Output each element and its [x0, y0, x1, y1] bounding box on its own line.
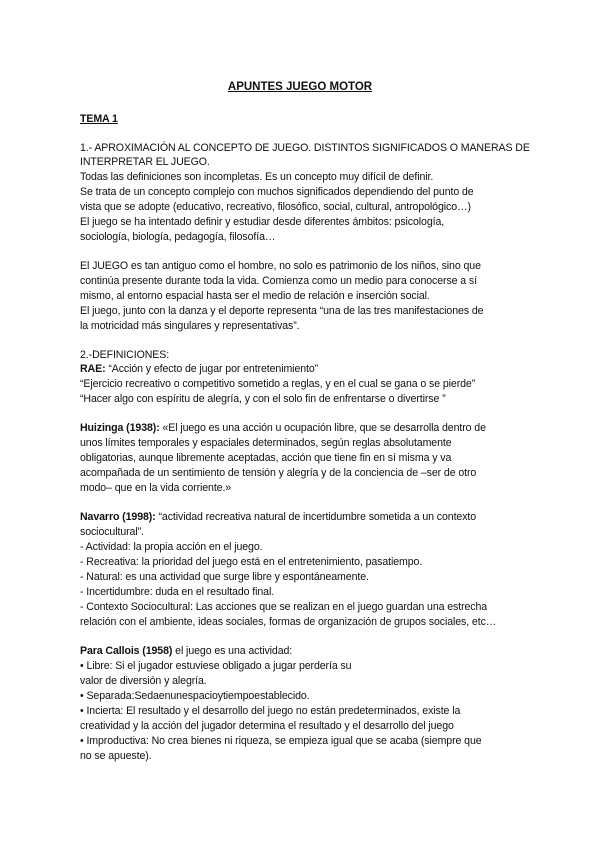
rae-text: “Acción y efecto de jugar por entretenimiento” — [105, 363, 319, 375]
paragraph-line: sociología, biología, pedagogía, filosofía… — [80, 231, 276, 243]
huizinga-definition-line: acompañada de un sentimiento de tensión y alegría y de la conciencia de –ser de otro — [80, 467, 477, 479]
definitions-heading: 2.-DEFINICIONES: — [80, 349, 170, 361]
huizinga-definition-line: obligatorias, aunque libremente aceptadas, acción que tiene fin en sí misma y va — [80, 452, 452, 464]
callois-label: Para Callois (1958) — [80, 645, 173, 657]
paragraph-line: INTERPRETAR EL JUEGO. — [80, 156, 210, 168]
callois-definition-line — [80, 644, 292, 658]
callois-list-item: no se apueste). — [80, 750, 152, 762]
huizinga-label: Huizinga (1938): — [80, 422, 160, 434]
callois-list-item: • Incierta: El resultado y el desarrollo del juego no están predeterminados, existe la — [80, 705, 461, 717]
paragraph-line: continúa presente durante toda la vida. Comienza como un medio para conocerse a sí — [80, 275, 477, 287]
rae-label: RAE: — [80, 363, 106, 375]
callois-list-item: creatividad y la acción del jugador determina el resultado y el desarrollo del juego — [80, 720, 454, 732]
rae-definition-line: “Ejercicio recreativo o competitivo sometido a reglas, y en el cual se gana o se pierde” — [80, 378, 476, 390]
paragraph-line: vista que se adopte (educativo, recreativo, filosófico, social, cultural, antropológico…) — [80, 201, 471, 213]
navarro-text: “actividad recreativa natural de incertidumbre sometida a un contexto — [155, 511, 477, 523]
navarro-list-item: - Contexto Sociocultural: Las acciones que se realizan en el juego guardan una estrecha — [80, 601, 488, 613]
paragraph-line: 1.- APROXIMACIÓN AL CONCEPTO DE JUEGO. DISTINTOS SIGNIFICADOS O MANERAS DE — [80, 142, 530, 154]
paragraph-line: El juego, junto con la danza y el deporte representa “una de las tres manifestaciones de — [80, 305, 484, 317]
callois-list-item: • Libre: Si el jugador estuviese obligado a jugar perdería su — [80, 660, 352, 672]
section-tema-heading: TEMA 1 — [80, 113, 118, 125]
navarro-list-item: - Incertidumbre: duda en el resultado final. — [80, 586, 275, 598]
navarro-label: Navarro (1998): — [80, 511, 156, 523]
paragraph-line: El JUEGO es tan antiguo como el hombre, no solo es patrimonio de los niños, sino que — [80, 260, 481, 272]
paragraph-line: El juego se ha intentado definir y estudiar desde diferentes ámbitos: psicología, — [80, 216, 445, 228]
rae-definition-line: “Hacer algo con espíritu de alegría, y con el solo fin de enfrentarse o divertirse ” — [80, 393, 446, 405]
huizinga-definition-line: modo– que en la vida corriente.» — [80, 482, 232, 494]
navarro-definition-line: sociocultural”. — [80, 526, 144, 538]
callois-text: el juego es una actividad: — [172, 645, 293, 657]
callois-list-item: valor de diversión y alegría. — [80, 675, 207, 687]
navarro-list-item: relación con el ambiente, ideas sociales, formas de organización de grupos sociales, etc… — [80, 616, 497, 628]
rae-definition-line — [80, 362, 318, 376]
paragraph-line: mismo, al entorno espacial hasta ser el medio de relación e inserción social. — [80, 290, 430, 302]
huizinga-text: «El juego es una acción u ocupación libre, que se desarrolla dentro de — [159, 422, 486, 434]
navarro-list-item: - Recreativa: la prioridad del juego está en el entretenimiento, pasatiempo. — [80, 556, 423, 568]
callois-list-item: • Improductiva: No crea bienes ni riqueza, se empieza igual que se acaba (siempre que — [80, 735, 482, 747]
navarro-definition-line — [80, 510, 476, 524]
navarro-list-item: - Actividad: la propia acción en el juego. — [80, 541, 263, 553]
paragraph-line: Todas las definiciones son incompletas. Es un concepto muy difícil de definir. — [80, 171, 434, 183]
callois-list-item: • Separada:Sedaenunespacioytiempoestablecido. — [80, 690, 310, 702]
huizinga-definition-line — [80, 421, 486, 435]
huizinga-definition-line: unos límites temporales y espaciales determinados, según reglas absolutamente — [80, 437, 452, 449]
paragraph-line: Se trata de un concepto complejo con muchos significados dependiendo del punto de — [80, 186, 474, 198]
paragraph-line: la motricidad más singulares y representativas”. — [80, 320, 300, 332]
navarro-list-item: - Natural: es una actividad que surge libre y espontáneamente. — [80, 571, 369, 583]
page-title: APUNTES JUEGO MOTOR — [227, 81, 373, 93]
